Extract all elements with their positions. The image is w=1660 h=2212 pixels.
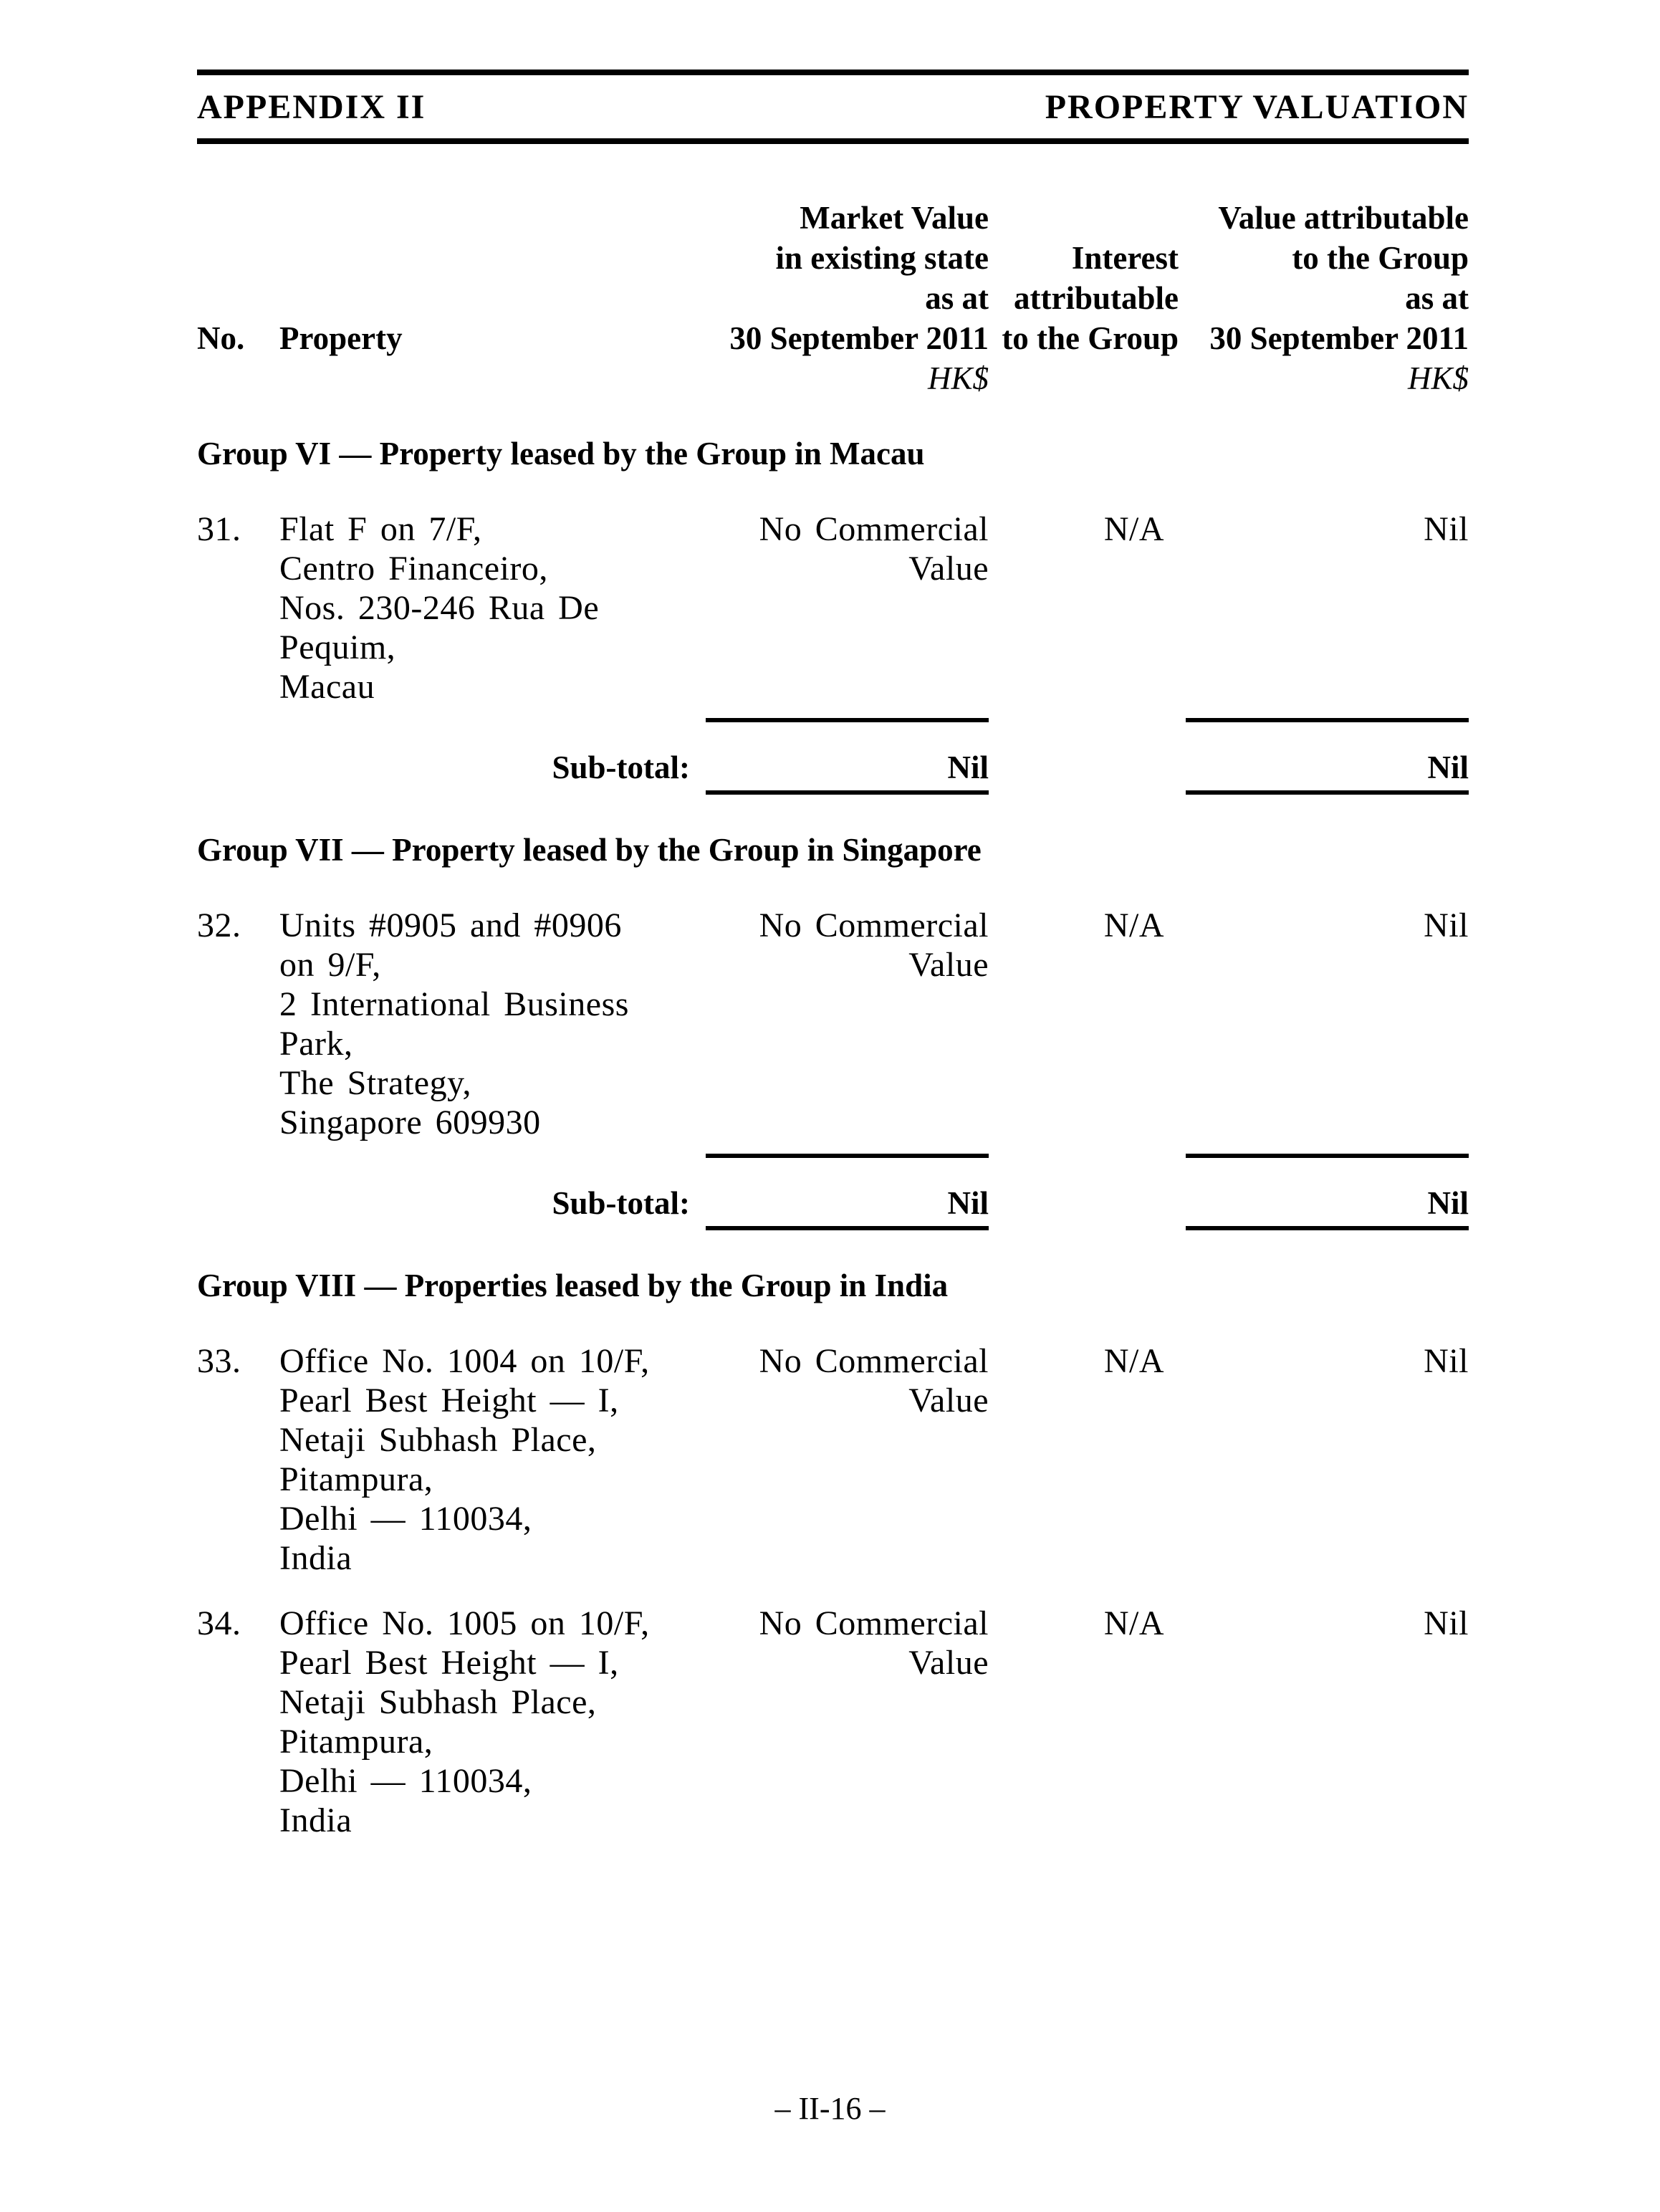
market-value-line: No Commercial [759, 1604, 989, 1642]
spacer-line [989, 358, 1179, 398]
row-number: 33. [197, 1342, 241, 1380]
subtotal-row-vii [197, 1154, 1469, 1230]
page-content [197, 0, 1469, 1840]
market-value-cell [652, 509, 989, 707]
column-header-no [197, 198, 279, 398]
header-rule-top [197, 70, 1469, 75]
property-address [279, 1604, 652, 1840]
market-value-line: No Commercial [759, 906, 989, 944]
column-header-value [1179, 198, 1469, 398]
row-number: 32. [197, 906, 241, 944]
document-title: PROPERTY VALUATION [1045, 87, 1469, 126]
market-value-cell [652, 1341, 989, 1578]
address-line: Delhi — 110034, [279, 1500, 532, 1538]
property-row-32 [197, 906, 1469, 1142]
market-value-cell [652, 906, 989, 1142]
address-line: Centro Financeiro, [279, 550, 548, 588]
subtotal-market-value: Nil [706, 1154, 989, 1230]
header-line: to the Group [1292, 240, 1469, 276]
subtotal-value: Nil [1186, 718, 1469, 795]
market-value-line: Value [908, 1644, 989, 1682]
property-row-33 [197, 1341, 1469, 1578]
address-line: Pequim, [279, 628, 396, 666]
column-header-interest [989, 198, 1179, 398]
market-value-cell [652, 1604, 989, 1840]
address-line: Netaji Subhash Place, [279, 1421, 597, 1459]
currency-label: HK$ [927, 360, 989, 396]
market-value-line: Value [908, 1382, 989, 1419]
subtotal-value: Nil [1186, 1154, 1469, 1230]
address-line: India [279, 1539, 352, 1577]
column-header-no-label: No. [197, 320, 245, 356]
row-number: 34. [197, 1604, 241, 1642]
table-header [197, 198, 1469, 398]
spacer-line [279, 358, 652, 398]
header-line: Market Value [800, 200, 989, 236]
value-cell: Nil [1424, 906, 1469, 944]
property-row-31 [197, 509, 1469, 707]
address-line: Pearl Best Height — I, [279, 1382, 619, 1419]
market-value-line: Value [908, 550, 989, 588]
property-row-34 [197, 1604, 1469, 1840]
interest-cell: N/A [1103, 906, 1164, 944]
address-line: Netaji Subhash Place, [279, 1683, 597, 1721]
spacer-column [989, 1154, 1186, 1230]
page-number: – II-16 – [774, 2091, 886, 2126]
address-line: Pitampura, [279, 1460, 433, 1498]
header-line: Value attributable [1218, 200, 1469, 236]
address-line: Delhi — 110034, [279, 1762, 532, 1800]
value-cell: Nil [1424, 510, 1469, 548]
spacer-line [197, 358, 279, 398]
property-address [279, 1341, 652, 1578]
column-header-property [279, 198, 652, 398]
address-line: 2 International Business [279, 985, 629, 1023]
address-line: Office No. 1005 on 10/F, [279, 1604, 650, 1642]
header-line: to the Group [1002, 320, 1179, 356]
address-line: India [279, 1801, 352, 1839]
row-number: 31. [197, 510, 241, 548]
address-line: Units #0905 and #0906 [279, 906, 622, 944]
header-line: as at [925, 280, 989, 316]
subtotal-market-value: Nil [706, 718, 989, 795]
group-heading-vi: Group VI — Property leased by the Group in Macau [197, 436, 925, 471]
header-line: in existing state [775, 240, 989, 276]
header-rule-bottom [197, 138, 1469, 144]
address-line: Singapore 609930 [279, 1103, 541, 1141]
address-line: Park, [279, 1025, 353, 1063]
group-heading-viii: Group VIII — Properties leased by the Group in India [197, 1268, 949, 1303]
value-cell: Nil [1424, 1342, 1469, 1380]
group-heading-vii: Group VII — Property leased by the Group in Singapore [197, 832, 982, 868]
address-line: Office No. 1004 on 10/F, [279, 1342, 650, 1380]
address-line: Macau [279, 668, 375, 706]
subtotal-label: Sub-total: [552, 750, 690, 785]
header-line: as at [1405, 280, 1469, 316]
interest-cell: N/A [1103, 1342, 1164, 1380]
market-value-line: No Commercial [759, 1342, 989, 1380]
currency-label: HK$ [1407, 360, 1469, 396]
interest-cell: N/A [1103, 510, 1164, 548]
appendix-title: APPENDIX II [197, 87, 426, 126]
value-cell: Nil [1424, 1604, 1469, 1642]
interest-cell: N/A [1103, 1604, 1164, 1642]
address-line: Flat F on 7/F, [279, 510, 482, 548]
address-line: The Strategy, [279, 1064, 471, 1102]
column-header-property-label: Property [279, 320, 403, 356]
subtotal-label: Sub-total: [552, 1185, 690, 1221]
address-line: Nos. 230-246 Rua De [279, 589, 600, 627]
property-address [279, 509, 652, 707]
header-line: Interest [1071, 240, 1179, 276]
address-line: Pitampura, [279, 1723, 433, 1761]
address-line: Pearl Best Height — I, [279, 1644, 619, 1682]
spacer-column [989, 718, 1186, 795]
header-line: attributable [1014, 280, 1179, 316]
column-header-market-value [652, 198, 989, 398]
header-line: 30 September 2011 [729, 320, 989, 356]
market-value-line: Value [908, 946, 989, 984]
masthead [197, 75, 1469, 138]
property-address [279, 906, 652, 1142]
subtotal-row-vi [197, 718, 1469, 795]
header-line: 30 September 2011 [1209, 320, 1469, 356]
market-value-line: No Commercial [759, 510, 989, 548]
address-line: on 9/F, [279, 946, 381, 984]
